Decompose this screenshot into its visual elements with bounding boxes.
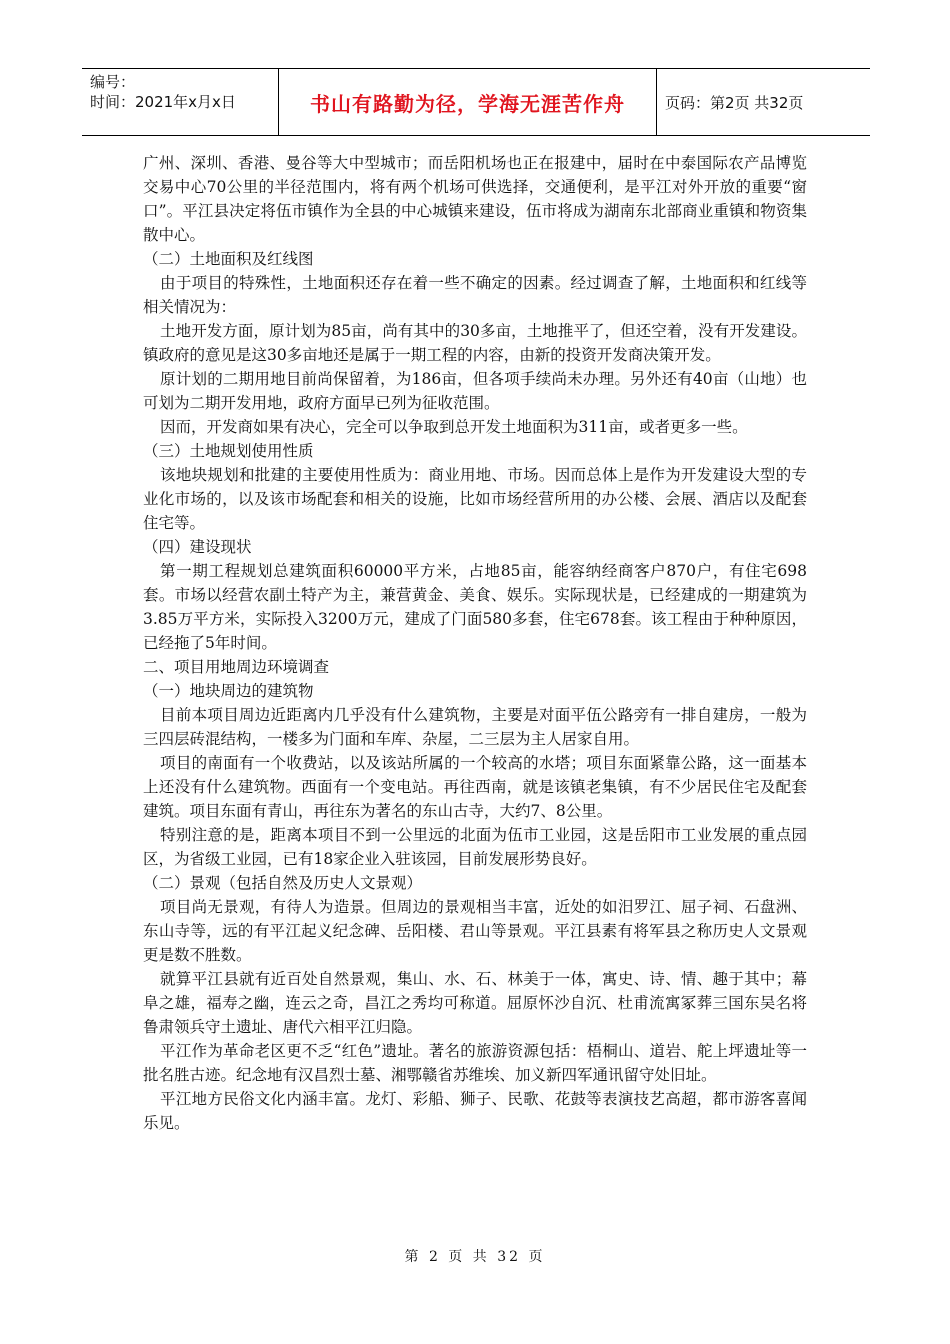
- section-heading: （一）地块周边的建筑物: [143, 682, 314, 700]
- section-heading: （二）土地面积及红线图: [143, 250, 314, 268]
- body-paragraph: 第一期工程规划总建筑面积60000平方米，占地85亩，能容纳经商客户870户，有住宅698套。市场以经营农副土特产为主，兼营黄金、美食、娱乐。实际现状是，已经建成的一期建筑为3.85万平方米，实际投入3200万元，建成了门面580多套，住宅678套。该工程由于种种原因，已经拖了5年时间。: [143, 562, 807, 652]
- body-paragraph: 平江作为革命老区更不乏“红色”遗址。著名的旅游资源包括：梧桐山、道岩、舵上坪遗址等一批名胜古迹。纪念地有汉昌烈士墓、湘鄂赣省苏维埃、加义新四军通讯留守处旧址。: [143, 1042, 807, 1084]
- body-paragraph: 就算平江县就有近百处自然景观，集山、水、石、林美于一体，寓史、诗、情、趣于其中；幕阜之雄，福寿之幽，连云之奇，昌江之秀均可称道。屈原怀沙自沉、杜甫流寓冢葬三国东吴名将鲁肃领兵守土遗址、唐代六相平江归隐。: [143, 970, 807, 1036]
- header-divider: [656, 68, 657, 136]
- body-paragraph: 项目尚无景观，有待人为造景。但周边的景观相当丰富，近处的如汨罗江、屈子祠、石盘洲、东山寺等，远的有平江起义纪念碑、岳阳楼、君山等景观。平江县素有将军县之称历史人文景观更是数不胜数。: [143, 898, 807, 964]
- document-number-label: 编号：: [90, 73, 136, 91]
- body-paragraph: 平江地方民俗文化内涵丰富。龙灯、彩船、狮子、民歌、花鼓等表演技艺高超，都市游客喜闻乐见。: [143, 1090, 807, 1132]
- body-paragraph: 该地块规划和批建的主要使用性质为：商业用地、市场。因而总体上是作为开发建设大型的专业化市场的，以及该市场配套和相关的设施，比如市场经营所用的办公楼、会展、酒店以及配套住宅等。: [143, 466, 807, 532]
- page-footer: 第 2 页 共 32 页: [404, 1249, 546, 1265]
- page-header: [82, 68, 870, 136]
- section-heading: （二）景观（包括自然及历史人文景观）: [143, 874, 423, 892]
- header-motto: 书山有路勤为径，学海无涯苦作舟: [310, 91, 625, 116]
- section-heading: （三）土地规划使用性质: [143, 442, 314, 460]
- body-paragraph: 特别注意的是，距离本项目不到一公里远的北面为伍市工业园，这是岳阳市工业发展的重点园区，为省级工业园，已有18家企业入驻该园，目前发展形势良好。: [143, 826, 807, 868]
- chapter-heading: 二、项目用地周边环境调查: [143, 658, 330, 676]
- body-paragraph: 土地开发方面，原计划为85亩，尚有其中的30多亩，土地推平了，但还空着，没有开发建设。镇政府的意见是这30多亩地还是属于一期工程的内容，由新的投资开发商决策开发。: [143, 322, 807, 364]
- body-paragraph: 项目的南面有一个收费站，以及该站所属的一个较高的水塔；项目东面紧靠公路，这一面基本上还没有什么建筑物。西面有一个变电站。再往西南，就是该镇老集镇，有不少居民住宅及配套建筑。项目东面有青山，再往东为著名的东山古寺，大约7、8公里。: [143, 754, 807, 820]
- body-paragraph: 原计划的二期用地目前尚保留着，为186亩，但各项手续尚未办理。另外还有40亩（山地）也可划为二期开发用地，政府方面早已列为征收范围。: [143, 370, 807, 412]
- body-paragraph: 目前本项目周边近距离内几乎没有什么建筑物，主要是对面平伍公路旁有一排自建房，一般为三四层砖混结构，一楼多为门面和车库、杂屋，二三层为主人居家自用。: [143, 706, 807, 748]
- header-meta: [90, 72, 278, 112]
- body-paragraph: 由于项目的特殊性，土地面积还存在着一些不确定的因素。经过调查了解，土地面积和红线等相关情况为：: [143, 274, 807, 316]
- body-paragraph: 因而，开发商如果有决心，完全可以争取到总开发土地面积为311亩，或者更多一些。: [160, 418, 748, 436]
- body-paragraph: 广州、深圳、香港、曼谷等大中型城市；而岳阳机场也正在报建中，届时在中泰国际农产品博览交易中心70公里的半径范围内，将有两个机场可供选择，交通便利，是平江对外开放的重要“窗口”。平江县决定将伍市镇作为全县的中心城镇来建设，伍市将成为湖南东北部商业重镇和物资集散中心。: [143, 154, 807, 244]
- document-time-label: 时间：2021年x月x日: [90, 93, 236, 111]
- header-page-info: 页码：第2页 共32页: [665, 93, 804, 112]
- section-heading: （四）建设现状: [143, 538, 252, 556]
- document-body: [143, 151, 807, 1135]
